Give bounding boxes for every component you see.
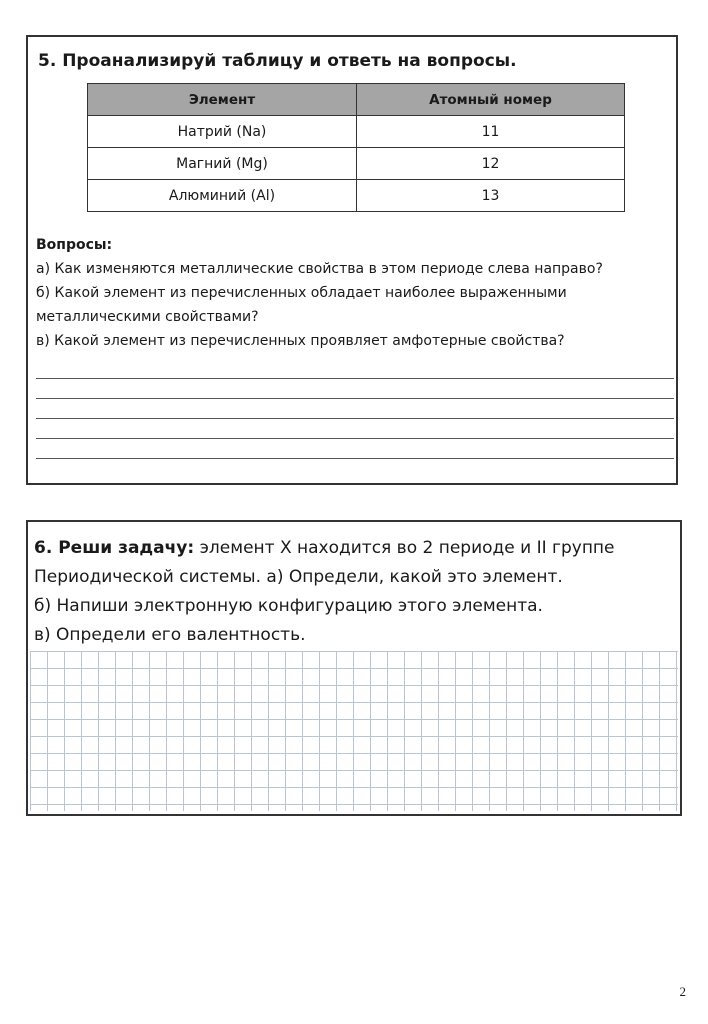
task-6-line-2: Периодической системы. а) Определи, какой это элемент. xyxy=(34,567,563,587)
graph-paper-answer-area[interactable] xyxy=(30,651,678,811)
task-6-label: 6. Реши задачу: xyxy=(34,538,195,558)
page-number: 2 xyxy=(679,984,686,999)
answer-line[interactable] xyxy=(36,378,674,379)
atomic-number: 11 xyxy=(357,116,625,148)
task-6-box xyxy=(26,520,682,816)
task-5-box xyxy=(26,35,678,485)
elements-table xyxy=(87,83,625,212)
atomic-number: 13 xyxy=(357,180,625,212)
task-6-line-3: б) Напиши электронную конфигурацию этого элемента. xyxy=(34,596,543,616)
question-c: в) Какой элемент из перечисленных проявляет амфотерные свойства? xyxy=(36,333,565,349)
table-row xyxy=(88,148,625,180)
table-header-row xyxy=(88,84,625,116)
questions-header: Вопросы: xyxy=(36,237,113,253)
question-b: б) Какой элемент из перечисленных обладает наиболее выраженными металлическими свойствами? xyxy=(36,285,567,325)
answer-line[interactable] xyxy=(36,398,674,399)
element-name: Алюминий (Al) xyxy=(88,180,357,212)
task-5-title: 5. Проанализируй таблицу и ответь на вопросы. xyxy=(38,51,517,71)
header-atomic-number: Атомный номер xyxy=(357,84,625,116)
answer-lines[interactable] xyxy=(36,378,674,478)
table-row xyxy=(88,116,625,148)
question-a: а) Как изменяются металлические свойства в этом периоде слева направо? xyxy=(36,261,603,277)
answer-line[interactable] xyxy=(36,458,674,459)
task-6-line-1 xyxy=(34,534,674,563)
questions-block xyxy=(36,233,672,353)
task-6-line-4: в) Определи его валентность. xyxy=(34,625,306,645)
answer-line[interactable] xyxy=(36,438,674,439)
task-6-line-1-text: элемент X находится во 2 периоде и II группе xyxy=(194,538,615,558)
atomic-number: 12 xyxy=(357,148,625,180)
element-name: Магний (Mg) xyxy=(88,148,357,180)
element-name: Натрий (Na) xyxy=(88,116,357,148)
table-row xyxy=(88,180,625,212)
answer-line[interactable] xyxy=(36,418,674,419)
task-6-text xyxy=(34,534,674,650)
header-element: Элемент xyxy=(88,84,357,116)
